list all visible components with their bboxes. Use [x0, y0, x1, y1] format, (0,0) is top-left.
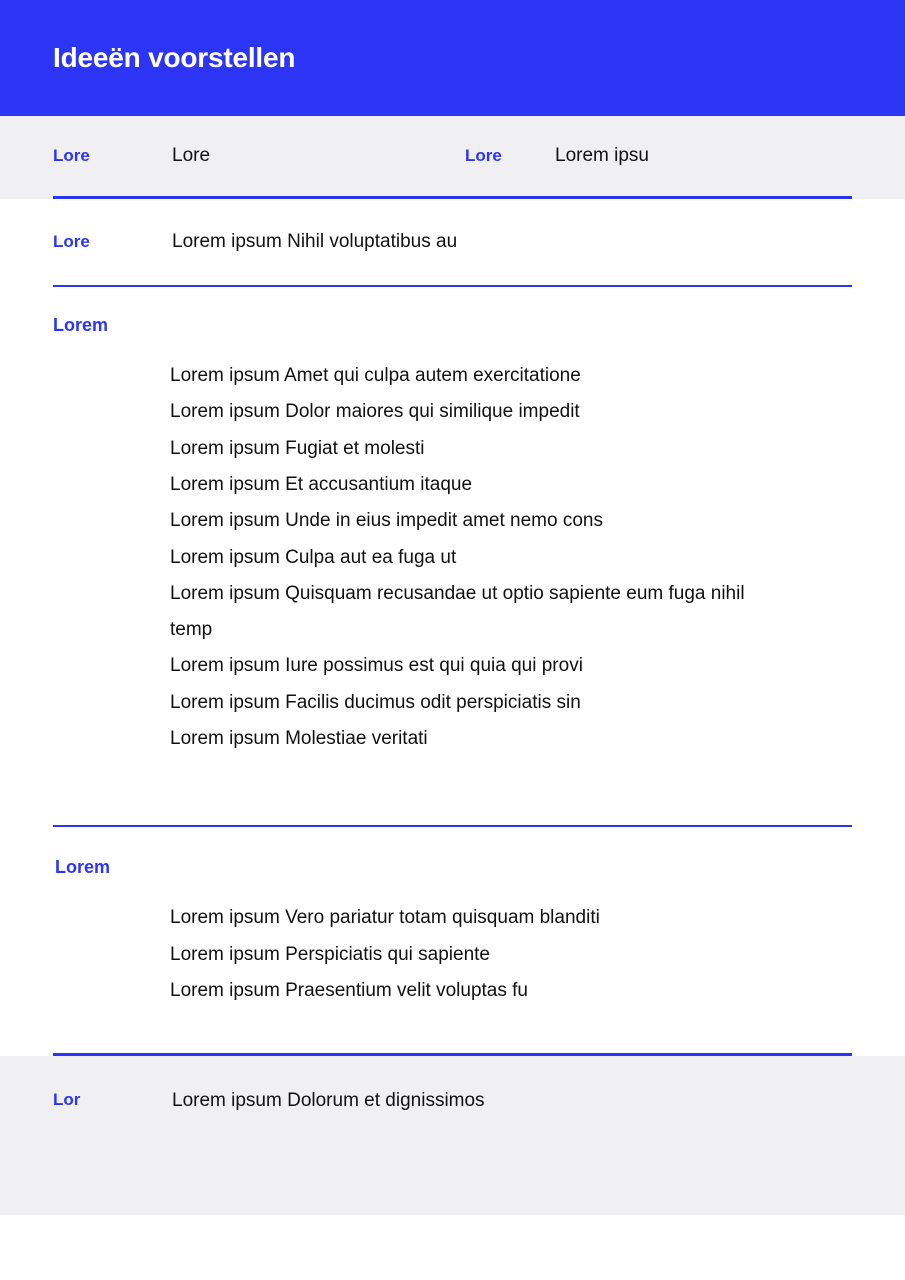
- list-item: Lorem ipsum Facilis ducimus odit perspiciatis sin: [170, 691, 581, 713]
- group-title-2: Lorem: [55, 856, 111, 877]
- detail-row: [0, 199, 905, 285]
- group-list-1: [0, 336, 905, 757]
- footer-filler: [0, 1115, 905, 1215]
- group-title-1: Lorem: [53, 314, 109, 335]
- list-item: Lorem ipsum Praesentium velit voluptas fu: [170, 980, 528, 1002]
- summary-pair-a: [53, 143, 465, 170]
- footer-label: Lor: [53, 1090, 81, 1110]
- footer-row: [0, 1056, 905, 1115]
- list-item: Lorem ipsum Et accusantium itaque: [170, 473, 473, 495]
- summary-value-b: Lorem ipsu: [555, 144, 649, 166]
- group-1-spacer: [0, 757, 905, 825]
- detail-section: [0, 199, 905, 287]
- footer-value: Lorem ipsum Dolorum et dignissimos: [172, 1090, 485, 1112]
- list-item: Lorem ipsum Dolor maiores qui similique impedit: [170, 401, 580, 423]
- group-2-spacer: [0, 1009, 905, 1053]
- list-item: Lorem ipsum Iure possimus est qui quia qui provi: [170, 655, 583, 677]
- list-item: Lorem ipsum Perspiciatis qui sapiente: [170, 943, 490, 965]
- list-item: Lorem ipsum Unde in eius impedit amet nemo cons: [170, 510, 603, 532]
- list-item: Lorem ipsum Molestiae veritati: [170, 728, 428, 750]
- page-title: Ideeën voorstellen: [53, 41, 296, 73]
- summary-label-a: Lore: [53, 145, 90, 165]
- list-item: Lorem ipsum Amet qui culpa autem exercitatione: [170, 365, 581, 387]
- group-section-1: [0, 287, 905, 827]
- footer-section: [0, 1056, 905, 1215]
- list-item: Lorem ipsum Culpa aut ea fuga ut: [170, 546, 457, 568]
- summary-value-a: Lore: [172, 144, 211, 166]
- summary-row: [0, 116, 905, 196]
- group-section-2: [0, 827, 905, 1056]
- detail-value: Lorem ipsum Nihil voluptatibus au: [172, 230, 458, 252]
- list-item: Lorem ipsum Vero pariatur totam quisquam blanditi: [170, 907, 600, 929]
- summary-section: [0, 116, 905, 199]
- list-item: Lorem ipsum Fugiat et molesti: [170, 437, 425, 459]
- summary-label-b: Lore: [465, 145, 502, 165]
- summary-pair-b: [465, 143, 649, 170]
- group-list-2: [0, 878, 905, 1009]
- page-header: [0, 0, 905, 116]
- list-item: Lorem ipsum Quisquam recusandae ut optio sapiente eum fuga nihil temp: [170, 582, 745, 641]
- detail-label: Lore: [53, 232, 90, 252]
